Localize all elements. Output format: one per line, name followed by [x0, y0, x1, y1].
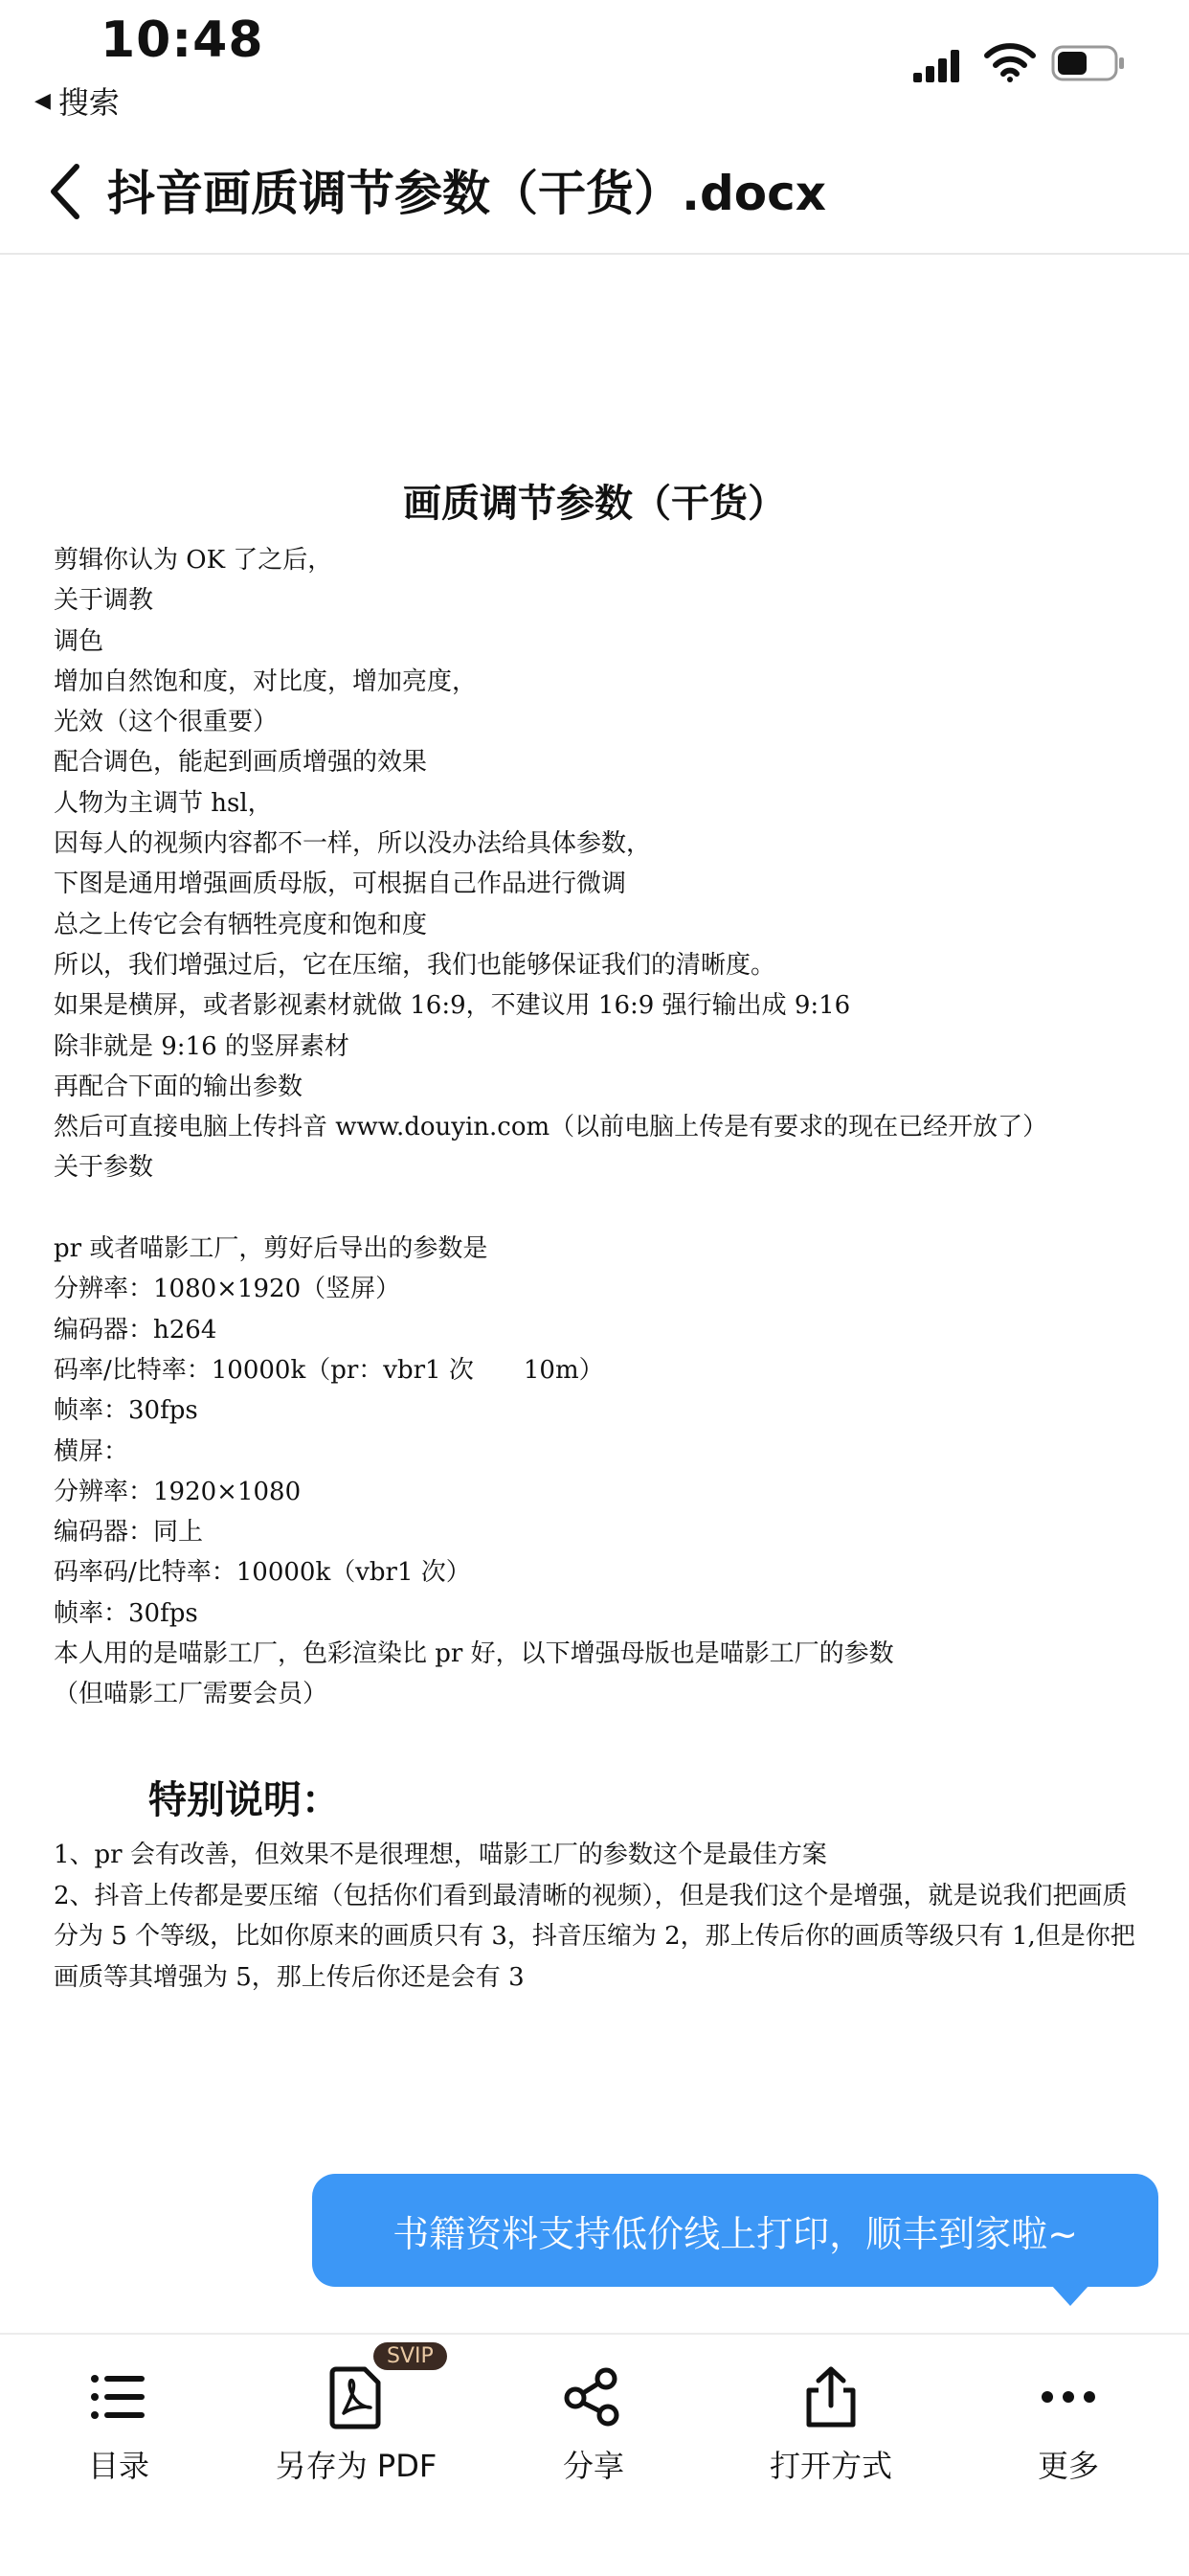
back-app-label: 搜索 [57, 84, 120, 121]
share-button[interactable] [488, 2335, 699, 2526]
document-page [0, 255, 1189, 2333]
document-lines [54, 540, 1135, 1715]
save-as-pdf-label: 另存为 PDF [275, 2448, 437, 2484]
section-heading: 特别说明： [148, 1777, 340, 1822]
document-heading: 画质调节参数（干货） [403, 481, 786, 526]
document-line: 然后可直接电脑上传抖音 www.douyin.com（以前电脑上传是有要求的现在已经开放了） [54, 1113, 1048, 1142]
document-line: 调色 [54, 626, 104, 656]
document-line: 增加自然饱和度，对比度，增加亮度， [54, 667, 478, 696]
back-to-app-button[interactable] [34, 79, 120, 123]
document-line: 配合调色，能起到画质增强的效果 [54, 748, 428, 778]
status-bar [0, 0, 1189, 134]
document-line: 所以，我们增强过后，它在压缩，我们也能够保证我们的清晰度。 [54, 950, 776, 980]
more-icon [1035, 2363, 1102, 2430]
document-line: 下图是通用增强画质母版，可根据自己作品进行微调 [54, 870, 627, 899]
document-line: 再配合下面的输出参数 [54, 1072, 303, 1101]
toast-pointer [1051, 2285, 1089, 2306]
status-time: 10:48 [101, 11, 264, 69]
notes-list [54, 1835, 1135, 1998]
document-line: 如果是横屏，或者影视素材就做 16:9，不建议用 16:9 强行输出成 9:16 [54, 991, 851, 1021]
share-label: 分享 [562, 2448, 624, 2484]
document-line: 编码器：同上 [54, 1518, 204, 1548]
share-icon [560, 2363, 627, 2430]
more-button[interactable] [963, 2335, 1174, 2526]
document-line: 除非就是 9:16 的竖屏素材 [54, 1031, 349, 1061]
document-line: 本人用的是喵影工厂，色彩渲染比 pr 好，以下增强母版也是喵影工厂的参数 [54, 1639, 894, 1669]
document-line: 编码器：h264 [54, 1315, 217, 1344]
document-line: 分辨率：1080×1920（竖屏） [54, 1275, 401, 1304]
toast-text: 书籍资料支持低价线上打印，顺丰到家啦~ [393, 2212, 1078, 2255]
nav-bar [0, 134, 1189, 255]
document-line: 分辨率：1920×1080 [54, 1477, 302, 1506]
svip-badge: SVIP [373, 2342, 447, 2370]
document-line [54, 1188, 1135, 1229]
print-promo-toast[interactable] [312, 2174, 1158, 2287]
document-line: 剪辑你认为 OK 了之后， [54, 546, 333, 575]
document-line: 关于调教 [54, 586, 154, 616]
toc-button[interactable] [13, 2335, 224, 2526]
note-item: 2、抖音上传都是要压缩（包括你们看到最清晰的视频），但是我们这个是增强，就是说我们把画质分为 5 个等级，比如你原来的画质只有 3，抖音压缩为 2，那上传后你的画质等级只有 1,但是你把画质等其增强为 5，那上传后你还是会有 3 [54, 1881, 1135, 1992]
more-label: 更多 [1037, 2448, 1099, 2484]
document-line: 光效（这个很重要） [54, 708, 279, 737]
back-triangle-icon: ◀ [34, 88, 51, 113]
list-icon [85, 2363, 152, 2430]
open-with-icon [797, 2363, 864, 2430]
document-line: 因每人的视频内容都不一样，所以没办法给具体参数， [54, 829, 652, 859]
document-line: 人物为主调节 hsl， [54, 788, 273, 818]
document-line: 总之上传它会有牺牲亮度和饱和度 [54, 910, 428, 939]
document-line: 关于参数 [54, 1153, 154, 1183]
battery-icon [1051, 44, 1126, 82]
document-line: 帧率：30fps [54, 1396, 198, 1426]
document-line: 帧率：30fps [54, 1598, 198, 1628]
save-as-pdf-button[interactable] [251, 2335, 461, 2526]
bottom-toolbar [0, 2333, 1189, 2576]
document-line: 码率/比特率：10000k（pr：vbr1 次 10m） [54, 1355, 604, 1385]
chevron-left-icon[interactable] [46, 161, 84, 222]
open-with-label: 打开方式 [769, 2448, 892, 2484]
document-line: pr 或者喵影工厂，剪好后导出的参数是 [54, 1234, 488, 1264]
document-line: 横屏： [54, 1436, 129, 1466]
pdf-icon [323, 2363, 390, 2430]
toc-label: 目录 [87, 2448, 149, 2484]
note-item: 1、pr 会有改善，但效果不是很理想，喵影工厂的参数这个是最佳方案 [54, 1841, 827, 1869]
document-line: （但喵影工厂需要会员） [54, 1680, 328, 1709]
open-with-button[interactable] [726, 2335, 936, 2526]
document-title: 抖音画质调节参数（干货）.docx [107, 166, 827, 221]
document-line: 码率码/比特率：10000k（vbr1 次） [54, 1558, 471, 1588]
cellular-signal-icon [913, 50, 961, 82]
wifi-icon [984, 42, 1036, 82]
